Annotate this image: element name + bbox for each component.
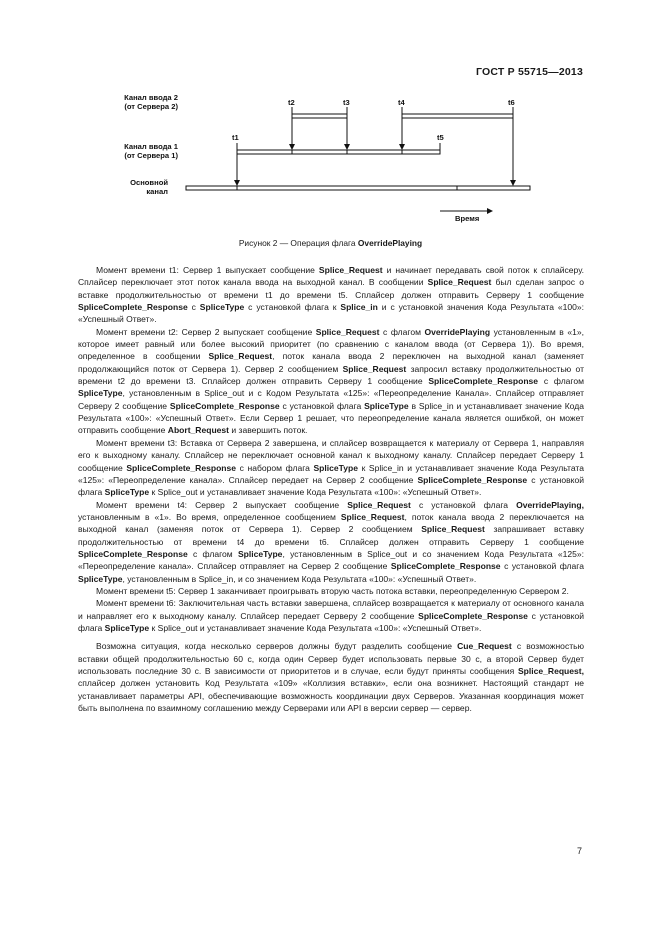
paragraph: [78, 326, 584, 437]
text-run: , поток канала ввода 2 переключен на выходной канал (заменяет продолжающийся поток от Сервера 1). Сервер 2 сообщением: [78, 351, 584, 374]
main-channel-bar: [186, 186, 530, 190]
t3-label: t3: [343, 98, 350, 107]
page-number: 7: [576, 846, 582, 856]
text-run: Момент времени t4: Сервер 2 выпускает сообщение: [96, 499, 348, 510]
text-run: в Splice_in и устанавливает значение Кода Результата «100»: «Успешный Ответ». Если Сервер 1 решает, что переопределение канала является ошибкой, он может отправить сообщение: [78, 400, 584, 436]
bold-term: SpliceType: [78, 573, 123, 584]
text-run: к Splice_out и устанавливает значение Кода Результата «100»: «Успешный Ответ».: [149, 487, 482, 498]
input1-bar: [237, 150, 440, 154]
paragraph: [78, 499, 584, 585]
text-run: с: [187, 302, 200, 313]
text-run: с установкой флага к: [244, 302, 341, 313]
paragraph: [78, 264, 584, 326]
bold-term: Splice_Request: [421, 524, 485, 535]
bold-term: SpliceComplete_Response: [126, 462, 237, 473]
input1-label: Канал ввода 1 (от Сервера 1): [124, 142, 178, 160]
text-run: с установкой флага: [410, 499, 517, 510]
text-run: Момент времени t1: Сервер 1 выпускает сообщение: [96, 265, 319, 275]
text-run: с установкой флага: [78, 610, 584, 633]
t4-label: t4: [398, 98, 405, 107]
text-run: с установкой флага: [78, 474, 584, 498]
input2-segment-a: [292, 114, 347, 118]
t1-label: t1: [232, 133, 239, 142]
bold-term: SpliceType: [199, 302, 245, 313]
timing-diagram-svg: [0, 0, 661, 260]
bold-term: Cue_Request: [457, 641, 512, 652]
text-run: с возможностью вставки общей продолжительностью 60 с, когда один Сервер будет использовать первые 30 с, а второй Сервер будет использовать последние 30 с. В зависимости от приоритетов и в случае, если будут приняты сообщения: [78, 641, 584, 676]
bold-term: Splice_Request: [318, 265, 383, 275]
bold-term: SpliceType: [237, 548, 283, 559]
bold-term: OverridePlaying,: [516, 499, 584, 510]
bold-term: SpliceType: [104, 487, 150, 498]
paragraph: [78, 640, 584, 714]
text-run: с установкой флага: [500, 561, 584, 572]
t6-label: t6: [508, 98, 515, 107]
text-run: установленным в «1». Во время, определенное сообщением: [78, 511, 341, 522]
text-run: установленным в «1», которое имеет равный или более высокий приоритет (по сравнению с каналом ввода (от Сервера 1)). Во время, определенное в сообщении: [78, 326, 584, 362]
bold-term: Splice_Request: [427, 277, 492, 288]
paragraph: [78, 437, 584, 499]
bold-term: SpliceComplete_Response: [390, 561, 501, 572]
bold-term: Splice_Request: [342, 363, 407, 374]
text-run: запросил вставку продолжительностью от времени t2 до времени t3. Сплайсер должен отправить Серверу 1 сообщение: [78, 363, 584, 387]
bold-term: SpliceType: [313, 462, 358, 473]
body-text: [78, 264, 584, 714]
text-run: с флагом: [538, 376, 584, 387]
bold-term: SpliceType: [104, 622, 150, 633]
timing-diagram: [0, 0, 661, 260]
figure-caption: Рисунок 2 — Операция флага OverridePlaying: [238, 238, 423, 248]
text-run: был сделан запрос о вставке продолжительностью от времени t1 до времени t5. Сплайсер должен отправить Серверу 1 сообщение: [78, 277, 584, 300]
main-channel-label: Основной канал: [130, 178, 168, 196]
bold-term: Splice_Request,: [517, 666, 584, 676]
bold-term: Splice_in: [340, 302, 378, 313]
text-run: с флагом: [187, 548, 238, 559]
bold-term: SpliceType: [364, 400, 409, 411]
time-label: Время: [455, 214, 480, 223]
document-header: ГОСТ Р 55715—2013: [475, 66, 583, 78]
input2-label: Канал ввода 2 (от Сервера 2): [124, 93, 178, 111]
text-run: к Splice_in и устанавливает значение Кода Результата «125»: «Переопределение канала». Сплайсер передает на Сервер 2 сообщение: [78, 462, 584, 485]
bold-term: SpliceComplete_Response: [418, 610, 528, 621]
bold-term: Splice_Request: [208, 351, 273, 362]
text-run: Возможна ситуация, когда несколько серверов должны будут разделить сообщение: [96, 641, 458, 652]
text-run: и завершить поток.: [229, 425, 308, 436]
text-run: Момент времени t3: Вставка от Сервера 2 завершена, и сплайсер возвращается к материалу от Сервера 1, направляя его к выходному каналу. Сплайсер не переключает основной канал к выходному каналу. Сплайсер передает Серверу 1 сообщение: [78, 437, 584, 473]
bold-term: SpliceComplete_Response: [428, 376, 539, 387]
text-run: к Splice_out и устанавливает значение Кода Результата «100»: «Успешный Ответ».: [149, 622, 482, 633]
bold-term: Splice_Request: [340, 511, 405, 522]
t5-label: t5: [437, 133, 444, 142]
bold-term: Splice_Request: [315, 326, 380, 337]
bold-term: Abort_Request: [167, 425, 230, 436]
text-run: Момент времени t2: Сервер 2 выпускает сообщение: [96, 326, 316, 337]
text-run: с установкой флага: [279, 400, 365, 411]
bold-term: Splice_Request: [347, 499, 411, 510]
text-run: , установленным в Splice_out и с Кодом Результата «125»: «Переопределение Канала». Сплайсер отправляет Серверу 2 сообщение: [78, 388, 584, 411]
text-run: запрашивает вставку продолжительностью от времени t4 до времени t6. Сплайсер должен отправить Серверу 1 сообщение: [78, 524, 584, 547]
bold-term: SpliceComplete_Response: [78, 302, 188, 313]
text-run: , поток канала ввода 2 переключается на выходной канал (заменяя поток от Сервера 1). Сервер 2 сообщением: [78, 511, 584, 535]
text-run: и с установкой значения Кода Результата «100»: «Успешный Ответ».: [78, 302, 585, 325]
text-run: Момент времени t5: Сервер 1 заканчивает проигрывать вторую часть потока вставки, переопределенную Сервером 2.: [96, 585, 569, 596]
input2-segment-b: [402, 114, 513, 118]
text-run: , установленным в Splice_out и со значением Кода Результата «125»: «Переопределение канала». Сплайсер отправляет на Сервер 2 сообщение: [78, 548, 585, 572]
text-run: и начинает передавать свой поток к сплайсеру. Сплайсер переключает этот поток канала ввода на выходной канал. В сообщении: [78, 265, 585, 288]
text-run: с набором флага: [236, 462, 314, 473]
paragraph: [78, 585, 584, 597]
bold-term: SpliceComplete_Response: [169, 400, 280, 411]
bold-term: SpliceComplete_Response: [78, 548, 188, 559]
text-run: , установленным в Splice_in, и со значением Кода Результата «100»: «Успешный Ответ».: [122, 573, 477, 584]
text-run: сплайсер должен установить Код Результата «109» «Коллизия вставки», если она возникнет. Настоящий стандарт не устанавливает параметры API, обеспечивающие возможность координации двух Серверов. Указанная координация может быть выполнена по взаимному соглашению между Серверами или API в версии сервер — сервер.: [78, 678, 584, 714]
text-run: Момент времени t6: Заключительная часть вставки завершена, сплайсер возвращается к материалу от основного канала и направляет его к выходному каналу. Сплайсер передает Серверу 2 сообщение: [78, 598, 584, 621]
t2-label: t2: [288, 98, 295, 107]
bold-term: SpliceComplete_Response: [417, 474, 528, 485]
paragraph: [78, 597, 584, 634]
bold-term: SpliceType: [78, 388, 123, 399]
text-run: с флагом: [379, 326, 425, 337]
bold-term: OverridePlaying: [424, 326, 491, 337]
